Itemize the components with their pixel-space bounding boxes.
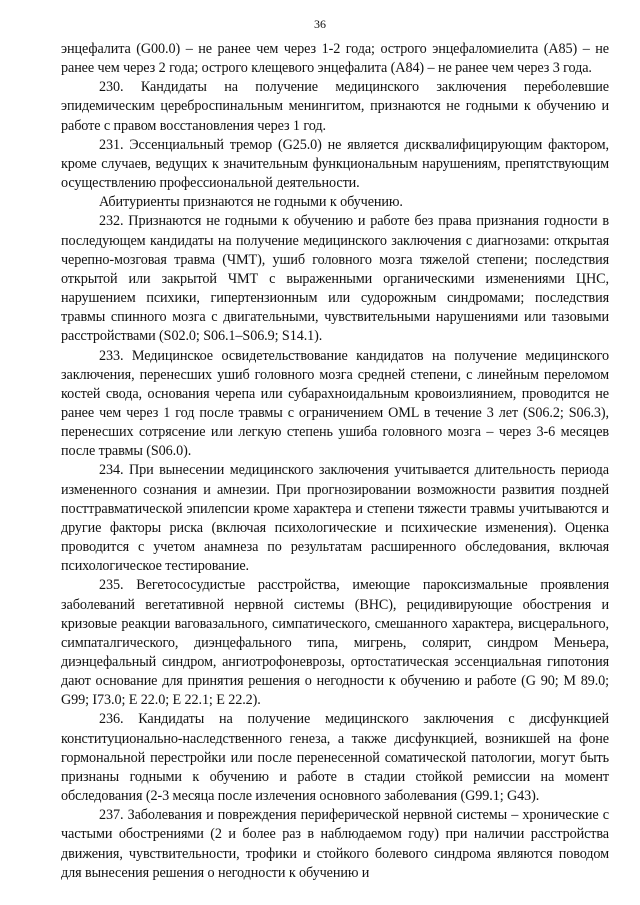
paragraph-233: 233. Медицинское освидетельствование кандидатов на получение медицинского заключения, перенесших ушиб головного мозга средней степени, с линейным переломом костей свода, основания черепа или субарахноидальным кровоизлиянием, проводится не ранее чем через 1 год после травмы с ограничением OML в течение 3 лет (S06.2; S06.3), перенесших сотрясение или легкую степень ушиба головного мозга – через 3-6 месяцев после травмы (S06.0). [61, 347, 609, 460]
paragraph-continuation: энцефалита (G00.0) – не ранее чем через 1-2 года; острого энцефаломиелита (A85) – не ранее чем через 2 года; острого клещевого энцефалита (A84) – не ранее чем через 3 года. [61, 41, 609, 77]
paragraph-231: 231. Эссенциальный тремор (G25.0) не является дисквалифицирующим фактором, кроме случаев, ведущих к значительным функциональным нарушениям, препятствующим осуществлению профессиональной деятельности. [61, 136, 609, 192]
paragraph-236: 236. Кандидаты на получение медицинского заключения с дисфункцией конституционально-наследственного генеза, а также дисфункцией, возникшей на фоне гормональной перестройки или после перенесенной соматической патологии, могут быть признаны годными к обучению и работе в стадии стойкой ремиссии на момент обследования (2-3 месяца после излечения основного заболевания (G99.1; G43). [61, 711, 609, 805]
paragraph-234: 234. При вынесении медицинского заключения учитывается длительность периода измененного сознания и амнезии. При прогнозировании возможности развития поздней посттравматической эпилепсии кроме характера и степени тяжести травмы учитываются и другие факторы риска (включая психологические и психические изменения). Оценка проводится с учетом анамнеза по результатам расширенного обследования, включая психологическое тестирование. [61, 462, 609, 575]
paragraph-235: 235. Вегетососудистые расстройства, имеющие пароксизмальные проявления заболеваний вегетативной нервной системы (ВНС), рецидивирующие обострения и кризовые реакции ваговазального, симпатического, смешанного характера, висцерального, симпаталгического, диэнцефального типа, мигрень, солярит, синдром Меньера, диэнцефальный синдром, ангиотрофоневрозы, ортостатическая эссенциальная гипотония дают основание для принятия решения о негодности к обучению и работе (G 90; M 89.0; G99; I73.0; E 22.0; E 22.1; E 22.2). [61, 577, 609, 709]
paragraph-232: 232. Признаются не годными к обучению и работе без права признания годности в последующем кандидаты на получение медицинского заключения с диагнозами: открытая черепно-мозговая травма (ЧМТ), ушиб головного мозга тяжелой степени; последствия открытой или закрытой ЧМТ с выраженными органическими изменениями ЦНС, нарушением психики, гипертензионным или судорожным синдромами; последствия травмы спинного мозга с двигательными, чувствительными нарушениями или тазовыми расстройствами (S02.0; S06.1–S06.9; S14.1). [61, 213, 609, 345]
page-number: 36 [314, 17, 326, 31]
paragraph-237: 237. Заболевания и повреждения периферической нервной системы – хронические с частыми обострениями (2 и более раз в наблюдаемом году) при наличии расстройства движения, чувствительности, трофики и стойкого болевого синдрома являются поводом для вынесения решения о негодности к обучению и [61, 807, 609, 881]
document-body [61, 40, 609, 883]
paragraph-230: 230. Кандидаты на получение медицинского заключения переболевшие эпидемическим цереброспинальным менингитом, признаются не годными к обучению и работе с правом восстановления через 1 год. [61, 79, 609, 134]
paragraph-231-applicants: Абитуриенты признаются не годными к обучению. [99, 194, 403, 211]
